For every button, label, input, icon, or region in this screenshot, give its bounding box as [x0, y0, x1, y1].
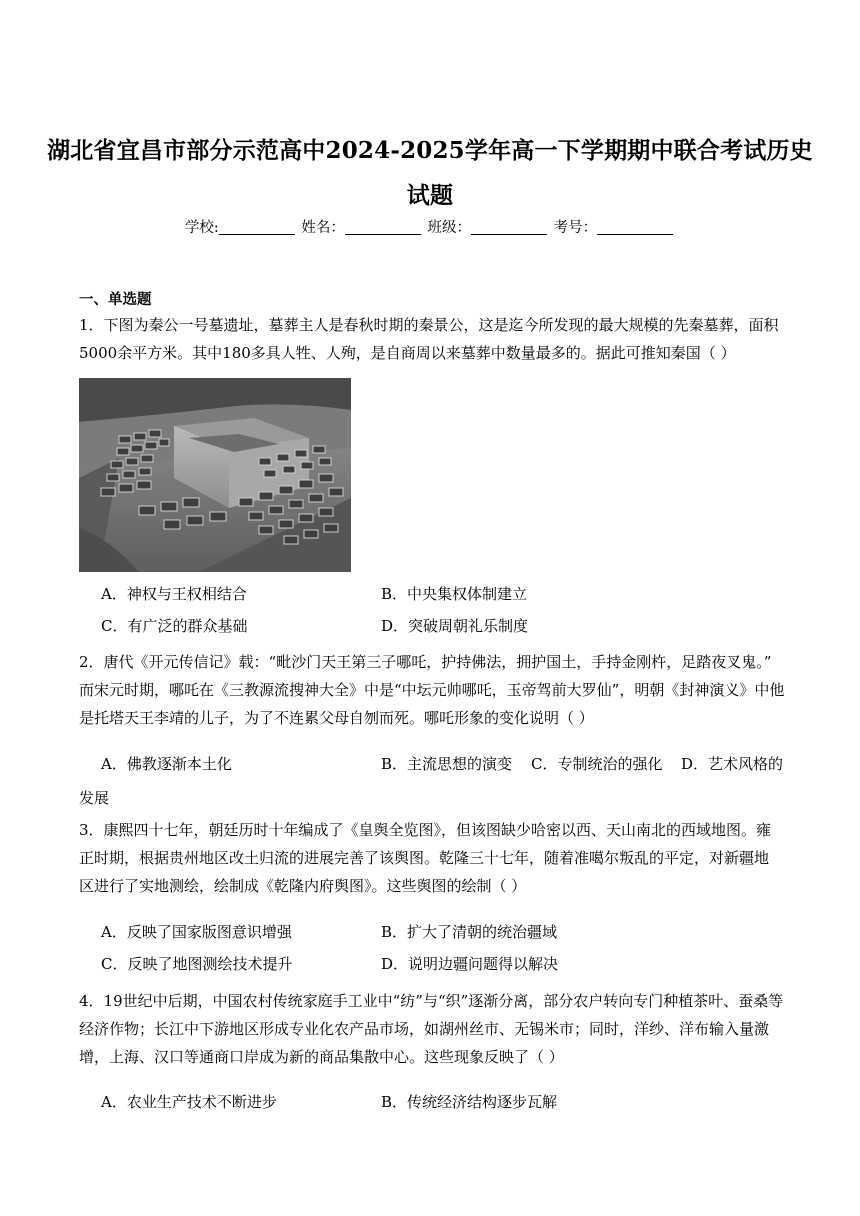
q4-line-1: 4．19世纪中后期，中国农村传统家庭手工业中“纺”与“织”逐渐分离，部分农户转向专门种植茶叶、蚕桑等: [79, 992, 784, 1010]
q2-option-d-continued: 发展: [79, 789, 110, 807]
name-blank[interactable]: [345, 219, 421, 235]
title-line-2: 试题: [406, 182, 454, 209]
exam-number-blank[interactable]: [597, 219, 673, 235]
q4-option-a[interactable]: A．农业生产技术不断进步: [101, 1093, 277, 1111]
title-line-1: 湖北省宜昌市部分示范高中2024-2025学年高一下学期期中联合考试历史: [47, 137, 813, 164]
school-blank[interactable]: [219, 219, 295, 235]
question-3: [79, 816, 785, 900]
section-heading: 一、单选题: [79, 291, 152, 308]
school-label: 学校:: [184, 220, 219, 236]
q2-options: [101, 750, 791, 778]
q2-option-a[interactable]: A．佛教逐渐本土化: [101, 755, 232, 773]
q1-option-a[interactable]: A．神权与王权相结合: [101, 585, 247, 603]
tomb-photo: [79, 378, 351, 572]
q4-options: [101, 1088, 791, 1116]
exam-number-label: 考号：: [553, 220, 598, 236]
q3-line-1: 3．康熙四十七年，朝廷历时十年编成了《皇舆全览图》，但该图缺少哈密以西、天山南北的西域地图。雍: [79, 821, 772, 839]
question-4: [79, 987, 785, 1071]
document-title: [40, 128, 820, 218]
q3-options: [101, 918, 791, 978]
q2-line-3: 是托塔天王李靖的儿子，为了不连累父母自刎而死。哪吒形象的变化说明（ ）: [79, 709, 594, 727]
q1-line-1: 1．下图为秦公一号墓遗址，墓葬主人是春秋时期的秦景公，这是迄今所发现的最大规模的先秦墓葬，面积: [79, 316, 779, 334]
q2-option-b[interactable]: B．主流思想的演变: [381, 755, 513, 773]
q3-option-a[interactable]: A．反映了国家版图意识增强: [101, 923, 292, 941]
q1-option-c[interactable]: C．有广泛的群众基础: [101, 617, 248, 635]
q3-option-c[interactable]: C．反映了地图测绘技术提升: [101, 955, 293, 973]
q3-option-d[interactable]: D．说明边疆问题得以解决: [381, 955, 559, 973]
q2-line-2: 而宋元时期，哪吒在《三教源流搜神大全》中是“中坛元帅哪吒，玉帝驾前大罗仙”，明朝《封神演义》中他: [79, 681, 785, 699]
q1-options: [101, 580, 791, 640]
q4-line-3: 增，上海、汉口等通商口岸成为新的商品集散中心。这些现象反映了（ ）: [79, 1048, 564, 1066]
question-2: [79, 648, 785, 732]
q1-line-2: 5000余平方米。其中180多具人牲、人殉，是自商周以来墓葬中数量最多的。据此可推知秦国（ ）: [79, 344, 736, 362]
q2-option-c[interactable]: C．专制统治的强化: [531, 755, 663, 773]
q4-line-2: 经济作物；长江中下游地区形成专业化农产品市场，如湖州丝市、无锡米市；同时，洋纱、洋布输入量激: [79, 1020, 770, 1038]
question-1: [79, 311, 785, 367]
q3-line-2: 正时期，根据贵州地区改土归流的进展完善了该舆图。乾隆三十七年，随着准噶尔叛乱的平定，对新疆地: [79, 849, 770, 867]
q2-line-1: 2．唐代《开元传信记》载：“毗沙门天王第三子哪吒，护持佛法，拥护国土，手持金刚杵，足踏夜叉鬼。”: [79, 653, 772, 671]
q4-option-b[interactable]: B．传统经济结构逐步瓦解: [381, 1093, 558, 1111]
q2-option-d[interactable]: D．艺术风格的: [681, 755, 784, 773]
class-blank[interactable]: [471, 219, 547, 235]
q3-option-b[interactable]: B．扩大了清朝的统治疆域: [381, 923, 558, 941]
name-label: 姓名：: [301, 220, 345, 236]
q3-line-3: 区进行了实地测绘，绘制成《乾隆内府舆图》。这些舆图的绘制（ ）: [79, 877, 527, 895]
q1-option-d[interactable]: D．突破周朝礼乐制度: [381, 617, 529, 635]
q1-option-b[interactable]: B．中央集权体制建立: [381, 585, 528, 603]
student-info-line: [0, 218, 860, 238]
class-label: 班级：: [427, 220, 471, 236]
